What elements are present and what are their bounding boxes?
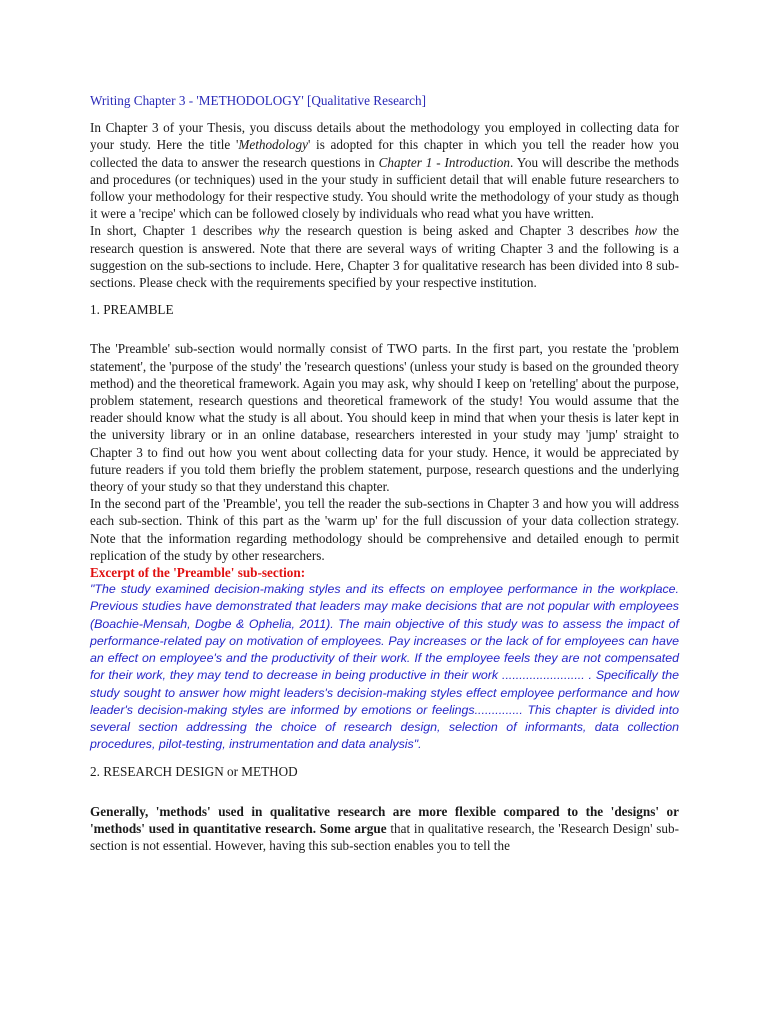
italic-term: why <box>258 223 280 239</box>
text-run: ' is adopted for this chapter in which you tell the reader how you collected the data to answer the research questions in <box>90 137 679 170</box>
excerpt-label: Excerpt of the 'Preamble' sub-section: <box>90 565 306 581</box>
text-run: In Chapter 3 of your Thesis, you discuss details about the methodology you employed in collecting data for your study. Here the title ' <box>90 120 679 153</box>
document-title: Writing Chapter 3 - 'METHODOLOGY' [Qualitative Research] <box>90 93 427 108</box>
text-run: In short, Chapter 1 describes <box>90 223 259 239</box>
text-run: . You will describe the methods and procedures (or techniques) used in the your study in sufficient detail that will enable future researchers to follow your methodology for their respective study. You should write the methodology of your study as though it were a 'recipe' which can be followed closely by individuals who read what you have written. <box>90 154 679 222</box>
section-heading-preamble: 1. PREAMBLE <box>90 302 174 318</box>
text-run: that in qualitative research, the 'Research Design' sub-section is not essential. However, having this sub-section enables you to tell the <box>90 820 679 853</box>
intro-paragraph-2 <box>90 222 679 291</box>
italic-term: how <box>634 223 657 239</box>
preamble-paragraph-1: The 'Preamble' sub-section would normally consist of TWO parts. In the first part, you restate the 'problem statement', the 'purpose of the study' the 'research questions' (unless your study is based on the grounded theory method) and the theoretical framework. Again you may ask, why should I keep on 'retelling' about the purpose, problem statement, research questions and theoretical framework of the study! You would assume that the reader should know what the study is all about. You should keep in mind that when your thesis is later kept in the university library or in an online database, researchers interested in your study may 'jump' straight to Chapter 3 to find out how you went about collecting data for your study. Hence, it would be appreciated by future readers if you told them briefly the problem statement, purpose, research questions and the underlying theory of your study so that they understand this chapter. <box>90 341 679 495</box>
bold-text-run: Generally, 'methods' used in qualitative research are more flexible compared to the 'designs' or 'methods' used in quantitative research. Some argue <box>90 803 679 836</box>
italic-term: Methodology <box>238 137 308 153</box>
intro-paragraph-1 <box>90 119 679 222</box>
italic-term: Chapter 1 - Introduction <box>378 154 510 170</box>
research-design-paragraph <box>90 803 679 855</box>
document-page <box>90 92 679 854</box>
preamble-excerpt-quote: "The study examined decision-making styles and its effects on employee performance in the workplace. Previous studies have demonstrated that leaders may make decisions that are not popular with employees (Boachie-Mensah, Dogbe & Ophelia, 2011). The main objective of this study was to assess the impact of performance-related pay on motivation of employees. Pay increases or the lack of for employees can have an effect on employee's and the productivity of their work. If the employee feels they are not compensated for their work, they may tend to decrease in being productive in their work ........................ . Specifically the study sought to answer how might leaders's decision-making styles effect employee performance and how leader's decision-making styles are informed by emotions or feelings.............. This chapter is divided into several section addressing the choice of research design, selection of informants, data collection procedures, pilot-testing, instrumentation and data analysis". <box>90 582 679 752</box>
preamble-paragraph-2: In the second part of the 'Preamble', you tell the reader the sub-sections in Chapter 3 and how you will address each sub-section. Think of this part as the 'warm up' for the full discussion of your data collection strategy. Note that the information regarding methodology should be comprehensive and detailed enough to permit replication of the study by other researchers. <box>90 496 679 563</box>
text-run: the research question is being asked and Chapter 3 describes <box>279 223 635 239</box>
section-heading-research-design: 2. RESEARCH DESIGN or METHOD <box>90 764 298 780</box>
text-run: the research question is answered. Note that there are several ways of writing Chapter 3 and the following is a suggestion on the sub-sections to include. Here, Chapter 3 for qualitative research has been divided into 8 sub-sections. Please check with the requirements specified by your respective institution. <box>90 223 679 291</box>
